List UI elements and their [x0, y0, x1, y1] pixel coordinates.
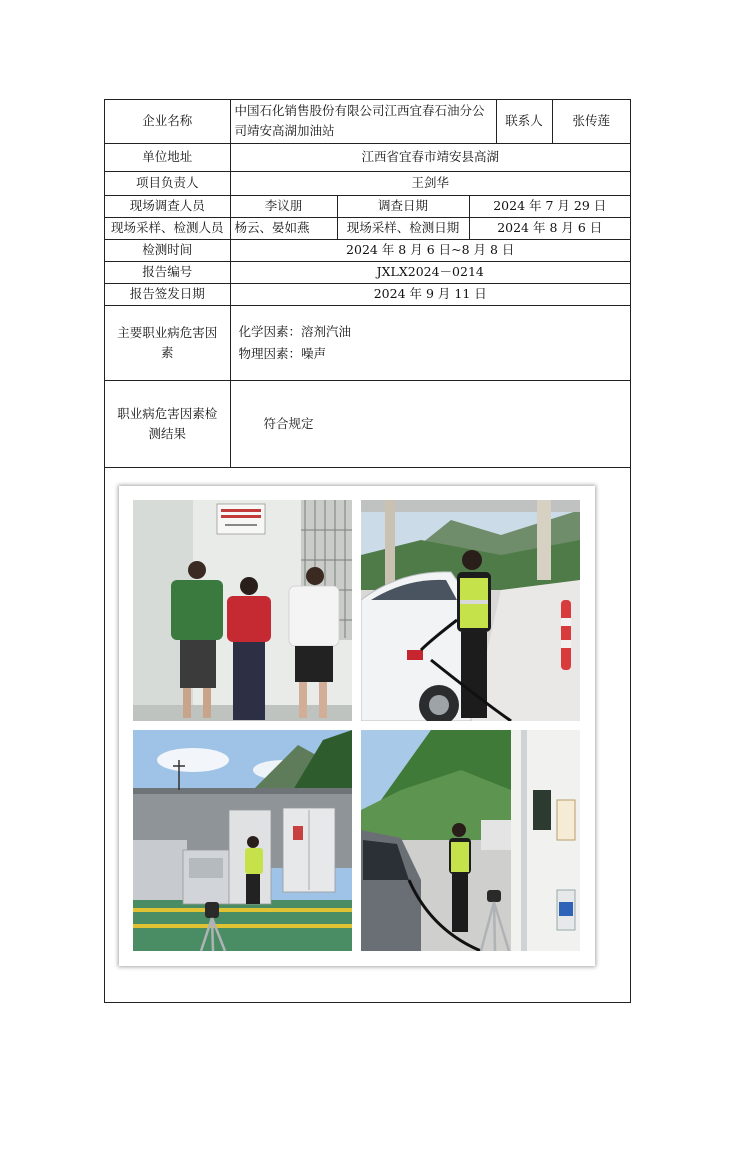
survey-staff-value: 李议朋: [230, 195, 337, 217]
sampling-date-label: 现场采样、检测日期: [337, 217, 469, 239]
sampling-staff-value: 杨云、晏如燕: [230, 217, 337, 239]
row-enterprise: [105, 100, 630, 143]
survey-date-value: 2024 年 7 月 29 日: [469, 195, 630, 217]
row-survey: [105, 195, 630, 217]
contact-value: 张传莲: [552, 100, 630, 143]
row-project-lead: [105, 171, 630, 195]
issue-date-value: 2024 年 9 月 11 日: [230, 283, 630, 305]
hazard-value: [230, 305, 630, 380]
contact-label: 联系人: [496, 100, 552, 143]
hazard-label: 主要职业病危害因素: [105, 305, 230, 380]
enterprise-label: 企业名称: [105, 100, 230, 143]
issue-date-label: 报告签发日期: [105, 283, 230, 305]
sampling-at-pump-photo: [361, 730, 580, 951]
result-label: 职业病危害因素检测结果: [105, 380, 230, 467]
row-sampling: [105, 217, 630, 239]
sampling-date-value: 2024 年 8 月 6 日: [469, 217, 630, 239]
group-photo: [133, 500, 352, 721]
address-value: 江西省宜春市靖安县高湖: [230, 143, 630, 171]
report-no-label: 报告编号: [105, 261, 230, 283]
project-lead-label: 项目负责人: [105, 171, 230, 195]
project-lead-value: 王剑华: [230, 171, 630, 195]
report-no-value: JXLX2024－0214: [230, 261, 630, 283]
info-table: [105, 100, 630, 468]
row-report-no: [105, 261, 630, 283]
result-value: 符合规定: [230, 380, 630, 467]
hazard-chemical: 化学因素：溶剂汽油: [238, 323, 352, 339]
photo-collage: [119, 486, 595, 966]
row-issue-date: [105, 283, 630, 305]
hazard-physical: 物理因素：噪声: [238, 345, 327, 361]
row-hazard: [105, 305, 630, 380]
equipment-area-photo: [133, 730, 352, 951]
row-test-time: [105, 239, 630, 261]
row-result: [105, 380, 630, 467]
test-time-value: 2024 年 8 月 6 日~8 月 8 日: [230, 239, 630, 261]
survey-date-label: 调查日期: [337, 195, 469, 217]
report-sheet: [104, 99, 631, 1003]
enterprise-value: 中国石化销售股份有限公司江西宜春石油分公司靖安高湖加油站: [230, 100, 496, 143]
test-time-label: 检测时间: [105, 239, 230, 261]
sampling-staff-label: 现场采样、检测人员: [105, 217, 230, 239]
survey-staff-label: 现场调查人员: [105, 195, 230, 217]
row-address: [105, 143, 630, 171]
address-label: 单位地址: [105, 143, 230, 171]
fueling-car-photo: [361, 500, 580, 721]
